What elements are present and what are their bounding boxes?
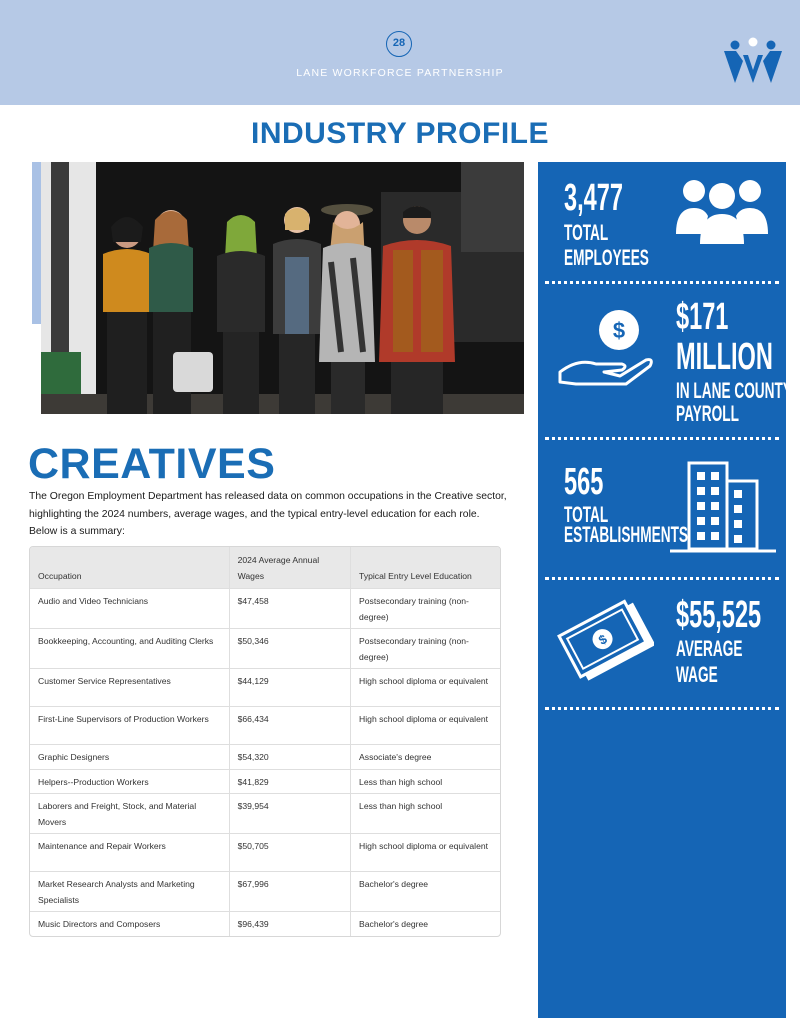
wage-cell: $96,439 [229, 912, 350, 936]
payroll-label-line2: PAYROLL [676, 401, 739, 426]
table-row [30, 629, 500, 669]
header-education: Typical Entry Level Education [351, 547, 500, 589]
page-number: 28 [386, 31, 412, 57]
occupation-cell: Audio and Video Technicians [30, 589, 229, 629]
divider-dotted [545, 707, 779, 710]
lwp-logo-icon [721, 37, 785, 87]
occupation-cell: Graphic Designers [30, 745, 229, 770]
hand-coin-icon [556, 306, 656, 388]
education-cell: Postsecondary training (non-degree) [351, 629, 500, 669]
wage-cell: $54,320 [229, 745, 350, 770]
education-cell: High school diploma or equivalent [351, 707, 500, 745]
wage-label-line1: AVERAGE [676, 636, 743, 661]
header-wages: 2024 Average Annual Wages [229, 547, 350, 589]
wage-cell: $67,996 [229, 872, 350, 912]
employees-value: 3,477 [564, 177, 623, 219]
table-row [30, 912, 500, 936]
employees-label-line1: TOTAL [564, 220, 609, 245]
education-cell: Less than high school [351, 769, 500, 794]
wage-value: $55,525 [676, 594, 762, 636]
occupation-cell: Market Research Analysts and Marketing Specialists [30, 872, 229, 912]
divider-dotted [545, 577, 779, 580]
wage-cell: $50,705 [229, 834, 350, 872]
education-cell: Bachelor's degree [351, 872, 500, 912]
table-row [30, 872, 500, 912]
occupation-cell: First-Line Supervisors of Production Workers [30, 707, 229, 745]
header-occupation: Occupation [30, 547, 229, 589]
table-row [30, 589, 500, 629]
divider-dotted [545, 437, 779, 440]
intro-paragraph: The Oregon Employment Department has released data on common occupations in the Creative sector, highlighting the 2024 numbers, average wages, and the typical entry-level education for each role. Below is a summary: [29, 491, 507, 537]
wage-cell: $44,129 [229, 669, 350, 707]
establishments-value: 565 [564, 461, 604, 503]
divider-dotted [545, 281, 779, 284]
education-cell: Bachelor's degree [351, 912, 500, 936]
money-bills-icon [554, 594, 654, 690]
table-row [30, 794, 500, 834]
section-title: CREATIVES [28, 440, 276, 488]
payroll-unit: MILLION [676, 336, 773, 378]
svg-text:$: $ [612, 318, 626, 343]
table-header-row [30, 547, 500, 589]
employees-label-line2: EMPLOYEES [564, 245, 649, 270]
occupation-cell: Maintenance and Repair Workers [30, 834, 229, 872]
wage-label-line2: WAGE [676, 662, 718, 687]
table-row [30, 745, 500, 770]
occupation-cell: Customer Service Representatives [30, 669, 229, 707]
team-photo [41, 162, 524, 414]
payroll-value: $171 [676, 296, 729, 338]
stats-panel [538, 162, 786, 1018]
establishments-label-line2: ESTABLISHMENTS [564, 522, 689, 547]
wage-cell: $50,346 [229, 629, 350, 669]
wage-cell: $47,458 [229, 589, 350, 629]
education-cell: Postsecondary training (non-degree) [351, 589, 500, 629]
education-cell: High school diploma or equivalent [351, 834, 500, 872]
table-row [30, 769, 500, 794]
industry-profile-title: INDUSTRY PROFILE [250, 117, 550, 150]
occupation-cell: Bookkeeping, Accounting, and Auditing Clerks [30, 629, 229, 669]
wage-cell: $41,829 [229, 769, 350, 794]
establishments-label-line1: TOTAL [564, 502, 609, 527]
table-row [30, 707, 500, 745]
occupation-cell: Laborers and Freight, Stock, and Material Movers [30, 794, 229, 834]
page-header [0, 0, 800, 105]
education-cell: Less than high school [351, 794, 500, 834]
education-cell: Associate's degree [351, 745, 500, 770]
education-cell: High school diploma or equivalent [351, 669, 500, 707]
occupation-cell: Music Directors and Composers [30, 912, 229, 936]
table-row [30, 834, 500, 872]
table-row [30, 669, 500, 707]
wage-cell: $39,954 [229, 794, 350, 834]
occupation-cell: Helpers--Production Workers [30, 769, 229, 794]
occupations-table [29, 546, 501, 937]
wage-cell: $66,434 [229, 707, 350, 745]
svg-text:$: $ [596, 631, 610, 648]
building-icon [668, 460, 778, 554]
people-group-icon [674, 176, 770, 246]
organization-name: LANE WORKFORCE PARTNERSHIP [296, 67, 504, 79]
payroll-label-line1: IN LANE COUNTY [676, 378, 792, 403]
